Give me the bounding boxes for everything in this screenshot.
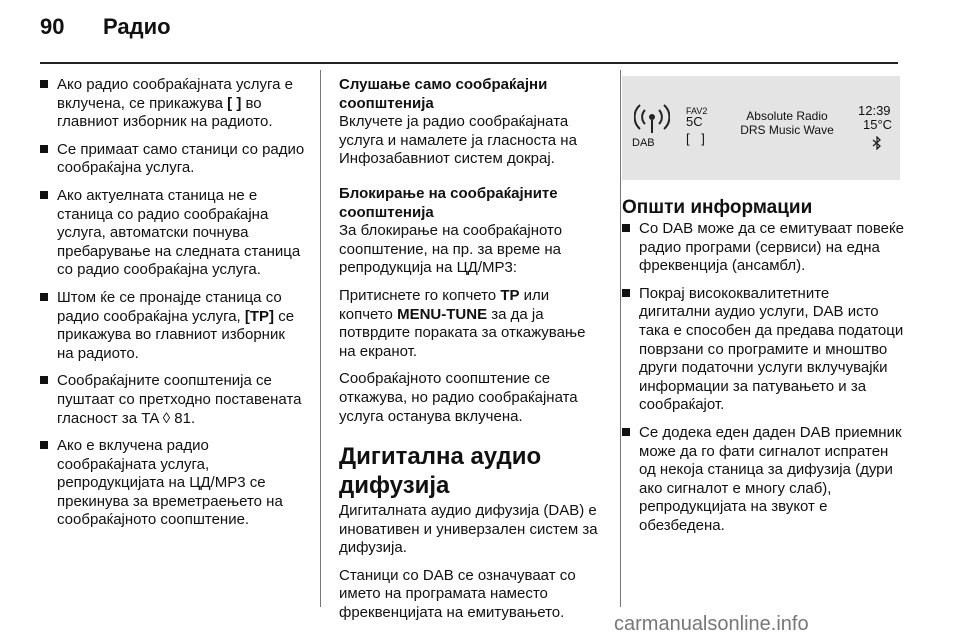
bullet-icon: [40, 376, 48, 384]
column-divider-1: [320, 70, 321, 607]
channel-label: 5C: [686, 114, 703, 129]
page-title: Радио: [103, 14, 171, 39]
bullet-icon: [40, 191, 48, 199]
subheading-traffic-only: Слушање само сообраќајни соопштенија: [339, 76, 548, 112]
page-ref-icon[interactable]: ◊: [162, 409, 171, 427]
general-info-list: [622, 220, 904, 536]
bullet-icon: [40, 441, 48, 449]
menu-tune-button-label: MENU-TUNE: [397, 305, 488, 323]
list-item: Ако актуелната станица не е станица со радио сообраќајна услуга, автоматски почнува пребарување на следната станица со радио сообраќајна услуга.: [40, 187, 305, 280]
section-title-general: Општи информации: [622, 197, 813, 218]
bullet-icon: [622, 224, 630, 232]
bullet-icon: [622, 289, 630, 297]
program-name: DRS Music Wave: [740, 123, 834, 137]
column-left: [40, 76, 305, 539]
temperature: 15°C: [863, 117, 893, 132]
list-item: Со DAB може да се емитуваат повеќе радио програми (сервиси) на една фреквенција (ансамбл).: [622, 220, 904, 276]
bullet-icon: [40, 293, 48, 301]
page-number: 90: [40, 14, 65, 39]
antenna-icon: [634, 101, 670, 135]
traffic-indicator: [ ]: [686, 131, 709, 146]
station-name: Absolute Radio: [746, 109, 828, 123]
list-item: Се примаат само станици со радио сообраќајна услуга.: [40, 141, 305, 178]
bullet-icon: [40, 145, 48, 153]
band-label: DAB: [632, 137, 655, 149]
traffic-info-list: [40, 76, 305, 530]
list-item: Штом ќе се пронајде станица со радио сообраќајна услуга, [TP] се прикажува во главниот изборник на радиото.: [40, 289, 305, 363]
paragraph: Сообраќајното соопштение се откажува, но радио сообраќајната услуга останува вклучена.: [339, 370, 578, 425]
paragraph: Притиснете го копчето TP или копчето MENU-TUNE за да ја потврдите пораката за откажување на екранот.: [339, 286, 586, 360]
subheading-block-announcements: Блокирање на сообраќајните соопштенија: [339, 184, 558, 221]
paragraph: За блокирање на сообраќајното соопштение, на пр. за време на репродукција на ЦД/MP3:: [339, 222, 563, 277]
page-header: [0, 0, 960, 62]
list-item: Сообраќајните соопштенија се пуштаат со претходно поставената гласност за TA ◊ 81.: [40, 372, 305, 428]
clock: 12:39: [858, 103, 891, 118]
watermark: carmanualsonline.info: [614, 613, 809, 635]
header-rule: [40, 62, 898, 64]
paragraph: Станици со DAB се означуваат со името на програмата наместо фреквенцијата на емитувањето.: [339, 566, 576, 622]
list-item: Ако е вклучена радио сообраќајната услуга, репродукцијата на ЦД/MP3 се прекинува за времетраењето на сообраќајното соопштение.: [40, 437, 305, 530]
paragraph: Дигиталната аудио дифузија (DAB) е иновативен и универзален систем за дифузија.: [339, 502, 598, 557]
radio-display-figure: [622, 76, 900, 180]
tp-button-label: TP: [500, 286, 520, 304]
list-item: Се додека еден даден DAB приемник може да го фати сигналот испратен од некоја станица за дифузија (дури ако сигналот е многу слаб), репродукцијата на звукот е обезбедена.: [622, 424, 904, 536]
bluetooth-icon: [872, 136, 882, 150]
favourite-label: FAV2: [686, 106, 708, 116]
column-middle: [339, 76, 604, 632]
section-title-dab: Дигитална аудио дифузија: [339, 443, 542, 500]
list-item: Покрај висококвалитетните дигитални аудио услуги, DAB исто така е способен да предава податоци поврзани со програмите и мноштво други податочни услуги вклучувајќи информации за патувањето и за сообраќајот.: [622, 285, 904, 415]
column-divider-2: [620, 70, 621, 607]
bullet-icon: [622, 428, 630, 436]
column-right: [622, 76, 904, 545]
bullet-icon: [40, 80, 48, 88]
list-item: Ако радио сообраќајната услуга е вклучена, се прикажува [ ] во главниот изборник на радиото.: [40, 76, 305, 132]
paragraph: Вклучете ја радио сообраќајната услуга и намалете ја гласноста на Инфозабавниот систем докрај.: [339, 113, 577, 168]
